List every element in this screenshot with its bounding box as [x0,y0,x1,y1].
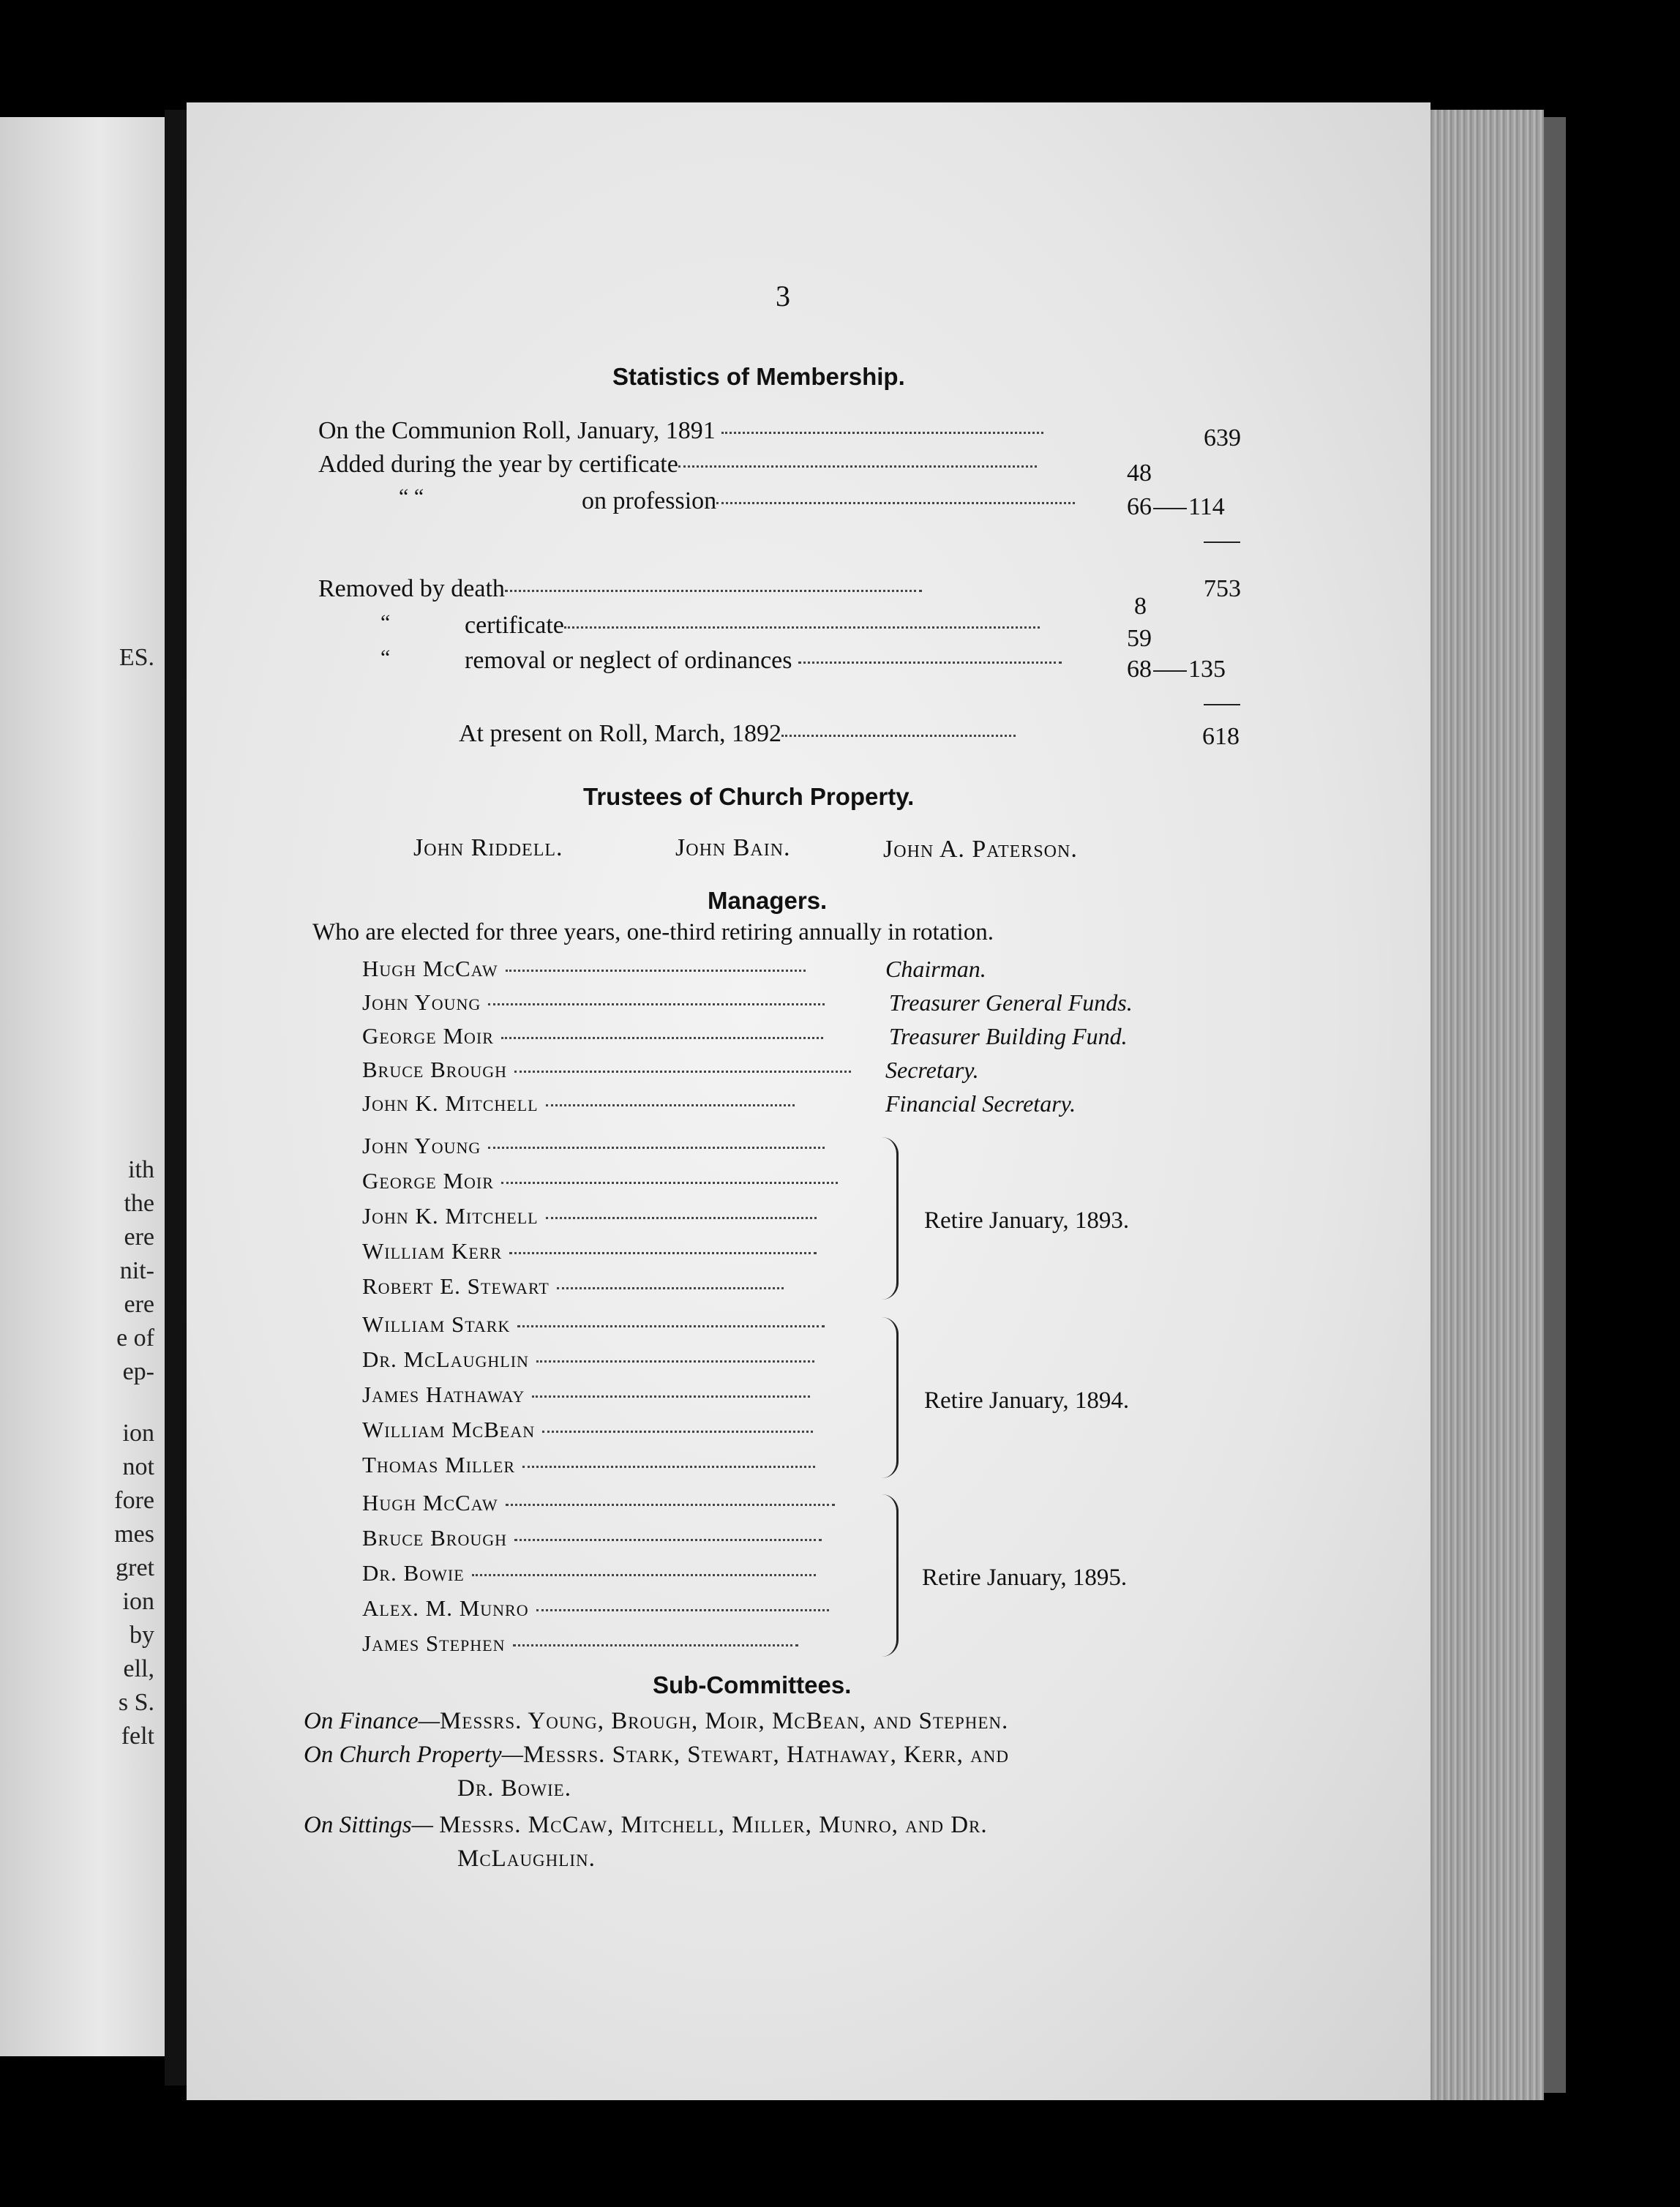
subcommittees-heading: Sub-Committees. [653,1671,852,1698]
left-page-fragment: the [124,1190,154,1217]
stat-removed-neglect-label: removal or neglect of ordinances [465,648,1062,673]
left-page-fragment: ion [122,1588,154,1615]
statistics-heading: Statistics of Membership. [612,363,905,390]
manager-row: William McBean [362,1418,813,1441]
manager-row: Alex. M. Munro [362,1597,829,1619]
sittings-committee-line-cont: McLaughlin. [457,1846,596,1872]
trustees-heading: Trustees of Church Property. [583,783,915,810]
property-committee-line: On Church Property—Messrs. Stark, Stewart, Hathaway, Kerr, and [304,1742,1009,1768]
manager-row: John K. Mitchell [362,1204,817,1227]
property-committee-line-cont: Dr. Bowie. [457,1775,571,1802]
book-cover-edge [1544,117,1566,2093]
stat-added-profession-label: on profession [582,489,1075,514]
left-page-fragment: felt [121,1723,154,1750]
officer-row: George Moir [362,1024,823,1047]
stat-added-total-line: 66 114 [1127,493,1225,520]
document-page [187,102,1430,2100]
left-facing-page [0,117,165,2056]
left-page-fragment: e of [116,1324,154,1352]
stat-added-certificate-value: 48 [1127,460,1152,487]
left-page-fragment: not [122,1453,154,1480]
stat-removed-death-value: 8 [1134,593,1147,620]
manager-row: Bruce Brough [362,1526,822,1549]
officer-role: Financial Secretary. [885,1090,1076,1117]
manager-row: John Young [362,1134,825,1157]
officer-row: John K. Mitchell [362,1092,795,1114]
manager-row: Thomas Miller [362,1453,815,1476]
left-page-fragment: s S. [118,1689,154,1716]
ditto-mark: “ [380,645,391,670]
trustee-name: John A. Paterson. [883,836,1078,863]
left-page-fragment: ell, [123,1655,154,1682]
left-page-fragment: ES. [119,644,154,671]
sum-rule [1204,704,1240,705]
ditto-mark: “ [380,610,391,634]
stat-removed-total-line: 68 135 [1127,656,1226,683]
stat-removed-certificate-value: 59 [1127,625,1152,652]
stat-removed-certificate-label: certificate [465,613,1040,638]
sittings-committee-line: On Sittings— Messrs. McCaw, Mitchell, Miller, Munro, and Dr. [304,1812,988,1838]
left-page-fragment: fore [114,1487,154,1514]
left-page-fragment: ere [124,1291,154,1318]
sum-rule [1204,542,1240,543]
left-page-fragment: mes [114,1521,154,1548]
finance-committee-line: On Finance—Messrs. Young, Brough, Moir, McBean, and Stephen. [304,1708,1009,1734]
manager-row: William Kerr [362,1240,817,1262]
stat-removed-death-label: Removed by death [318,577,922,602]
left-page-fragment: gret [116,1554,154,1581]
stat-roll-label: On the Communion Roll, January, 1891 [318,419,1043,443]
manager-row: James Stephen [362,1632,798,1655]
retire-1894-label: Retire January, 1894. [924,1387,1130,1414]
managers-heading: Managers. [708,887,828,914]
manager-row: William Stark [362,1313,825,1335]
manager-row: Robert E. Stewart [362,1275,784,1297]
officer-role: Chairman. [885,956,986,982]
manager-row: Dr. McLaughlin [362,1348,814,1371]
left-page-fragment: by [130,1622,154,1649]
left-page-fragment: ith [128,1156,154,1183]
officer-row: John Young [362,991,825,1013]
left-page-fragment: ion [122,1420,154,1447]
stat-subtotal: 753 [1204,575,1241,602]
officer-row: Hugh McCaw [362,957,806,980]
stat-roll-value: 639 [1204,424,1241,451]
retire-1895-label: Retire January, 1895. [922,1565,1128,1591]
group-brace [882,1137,899,1300]
group-brace [882,1317,899,1478]
trustee-name: John Riddell. [413,834,563,861]
officer-role: Treasurer General Funds. [889,989,1133,1016]
stat-present-label: At present on Roll, March, 1892 [459,722,1016,746]
manager-row: James Hathaway [362,1383,810,1406]
officer-role: Treasurer Building Fund. [889,1023,1128,1049]
manager-row: Hugh McCaw [362,1491,835,1514]
officer-role: Secretary. [885,1057,979,1083]
manager-row: Dr. Bowie [362,1562,816,1584]
manager-row: George Moir [362,1169,838,1192]
page-edges [1427,110,1544,2100]
page-number: 3 [776,280,790,312]
stat-added-certificate-label: Added during the year by certificate [318,452,1037,477]
group-brace [882,1494,899,1657]
trustee-name: John Bain. [675,834,791,861]
left-page-fragment: nit- [119,1257,154,1284]
left-page-fragment: ere [124,1224,154,1251]
left-page-fragment: ep- [122,1358,154,1385]
stat-present-value: 618 [1202,723,1240,750]
ditto-marks: “ “ [399,484,424,509]
officer-row: Bruce Brough [362,1058,851,1081]
retire-1893-label: Retire January, 1893. [924,1207,1130,1234]
managers-note: Who are elected for three years, one-third retiring annually in rotation. [312,919,994,945]
